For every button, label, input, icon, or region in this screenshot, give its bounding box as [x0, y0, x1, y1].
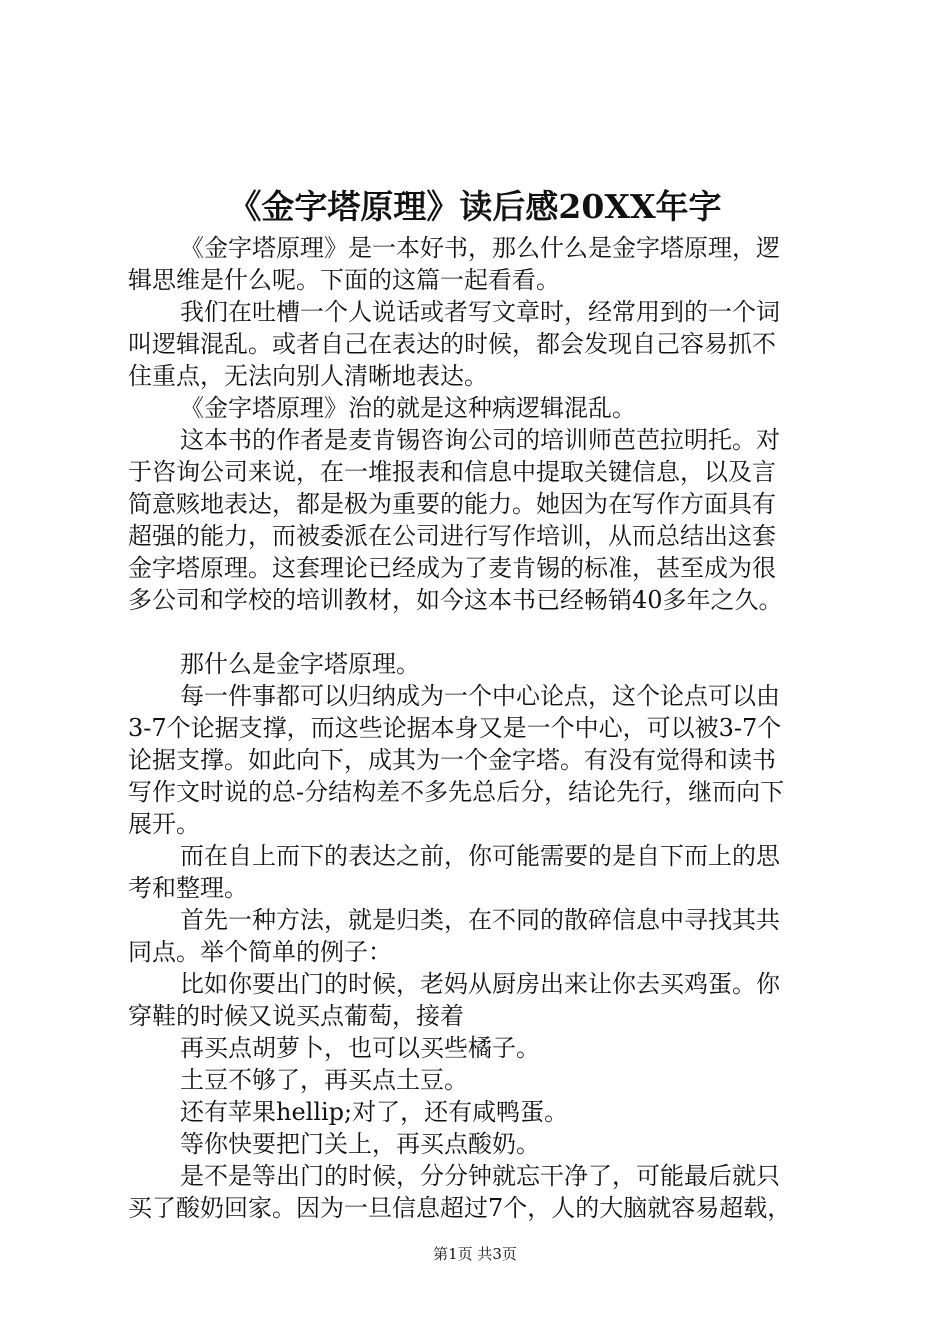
text-line: 穿鞋的时候又说买点葡萄，接着 [128, 1002, 464, 1030]
document-body [128, 232, 828, 1224]
text-line: 叫逻辑混乱。或者自己在表达的时候，都会发现自己容易抓不 [128, 330, 776, 358]
text-line: 论据支撑。如此向下，成其为一个金字塔。有没有觉得和读书 [128, 746, 776, 774]
text-line: 我们在吐槽一个人说话或者写文章时，经常用到的一个词 [180, 298, 780, 326]
text-line: 土豆不够了，再买点土豆。 [180, 1066, 468, 1094]
text-line: 考和整理。 [128, 874, 248, 902]
text-line: 再买点胡萝卜，也可以买些橘子。 [180, 1034, 540, 1062]
text-line: 《金字塔原理》是一本好书，那么什么是金字塔原理，逻 [180, 234, 780, 262]
text-line: 于咨询公司来说，在一堆报表和信息中提取关键信息，以及言 [128, 458, 776, 486]
blank-line [128, 616, 828, 648]
text-line: 那什么是金字塔原理。 [180, 650, 420, 678]
text-line: 多公司和学校的培训教材，如今这本书已经畅销40多年之久。 [128, 586, 783, 614]
text-line: 还有苹果hellip;对了，还有咸鸭蛋。 [180, 1098, 569, 1126]
text-line: 《金字塔原理》治的就是这种病逻辑混乱。 [180, 394, 636, 422]
text-line: 展开。 [128, 810, 200, 838]
text-line: 这本书的作者是麦肯锡咨询公司的培训师芭芭拉明托。对 [180, 426, 780, 454]
text-line: 同点。举个简单的例子： [128, 938, 392, 966]
text-line: 简意赅地表达，都是极为重要的能力。她因为在写作方面具有 [128, 490, 776, 518]
text-line: 是不是等出门的时候，分分钟就忘干净了，可能最后就只 [180, 1162, 780, 1190]
text-line: 买了酸奶回家。因为一旦信息超过7个，人的大脑就容易超载， [128, 1194, 792, 1222]
text-line: 而在自上而下的表达之前，你可能需要的是自下而上的思 [180, 842, 780, 870]
text-line: 金字塔原理。这套理论已经成为了麦肯锡的标准，甚至成为很 [128, 554, 776, 582]
text-line: 等你快要把门关上，再买点酸奶。 [180, 1130, 540, 1158]
text-line: 3-7个论据支撑，而这些论据本身又是一个中心，可以被3-7个 [128, 714, 782, 742]
text-line: 比如你要出门的时候，老妈从厨房出来让你去买鸡蛋。你 [180, 970, 780, 998]
text-line: 辑思维是什么呢。下面的这篇一起看看。 [128, 266, 560, 294]
text-line: 写作文时说的总-分结构差不多先总后分，结论先行，继而向下 [128, 778, 785, 806]
text-line: 超强的能力，而被委派在公司进行写作培训，从而总结出这套 [128, 522, 776, 550]
page-footer: 第1页 共3页 [433, 1245, 517, 1263]
text-line: 首先一种方法，就是归类，在不同的散碎信息中寻找其共 [180, 906, 780, 934]
document-title: 《金字塔原理》读后感20XX年字 [228, 187, 722, 226]
text-line: 住重点，无法向别人清晰地表达。 [128, 362, 488, 390]
text-line: 每一件事都可以归纳成为一个中心论点，这个论点可以由 [180, 682, 780, 710]
